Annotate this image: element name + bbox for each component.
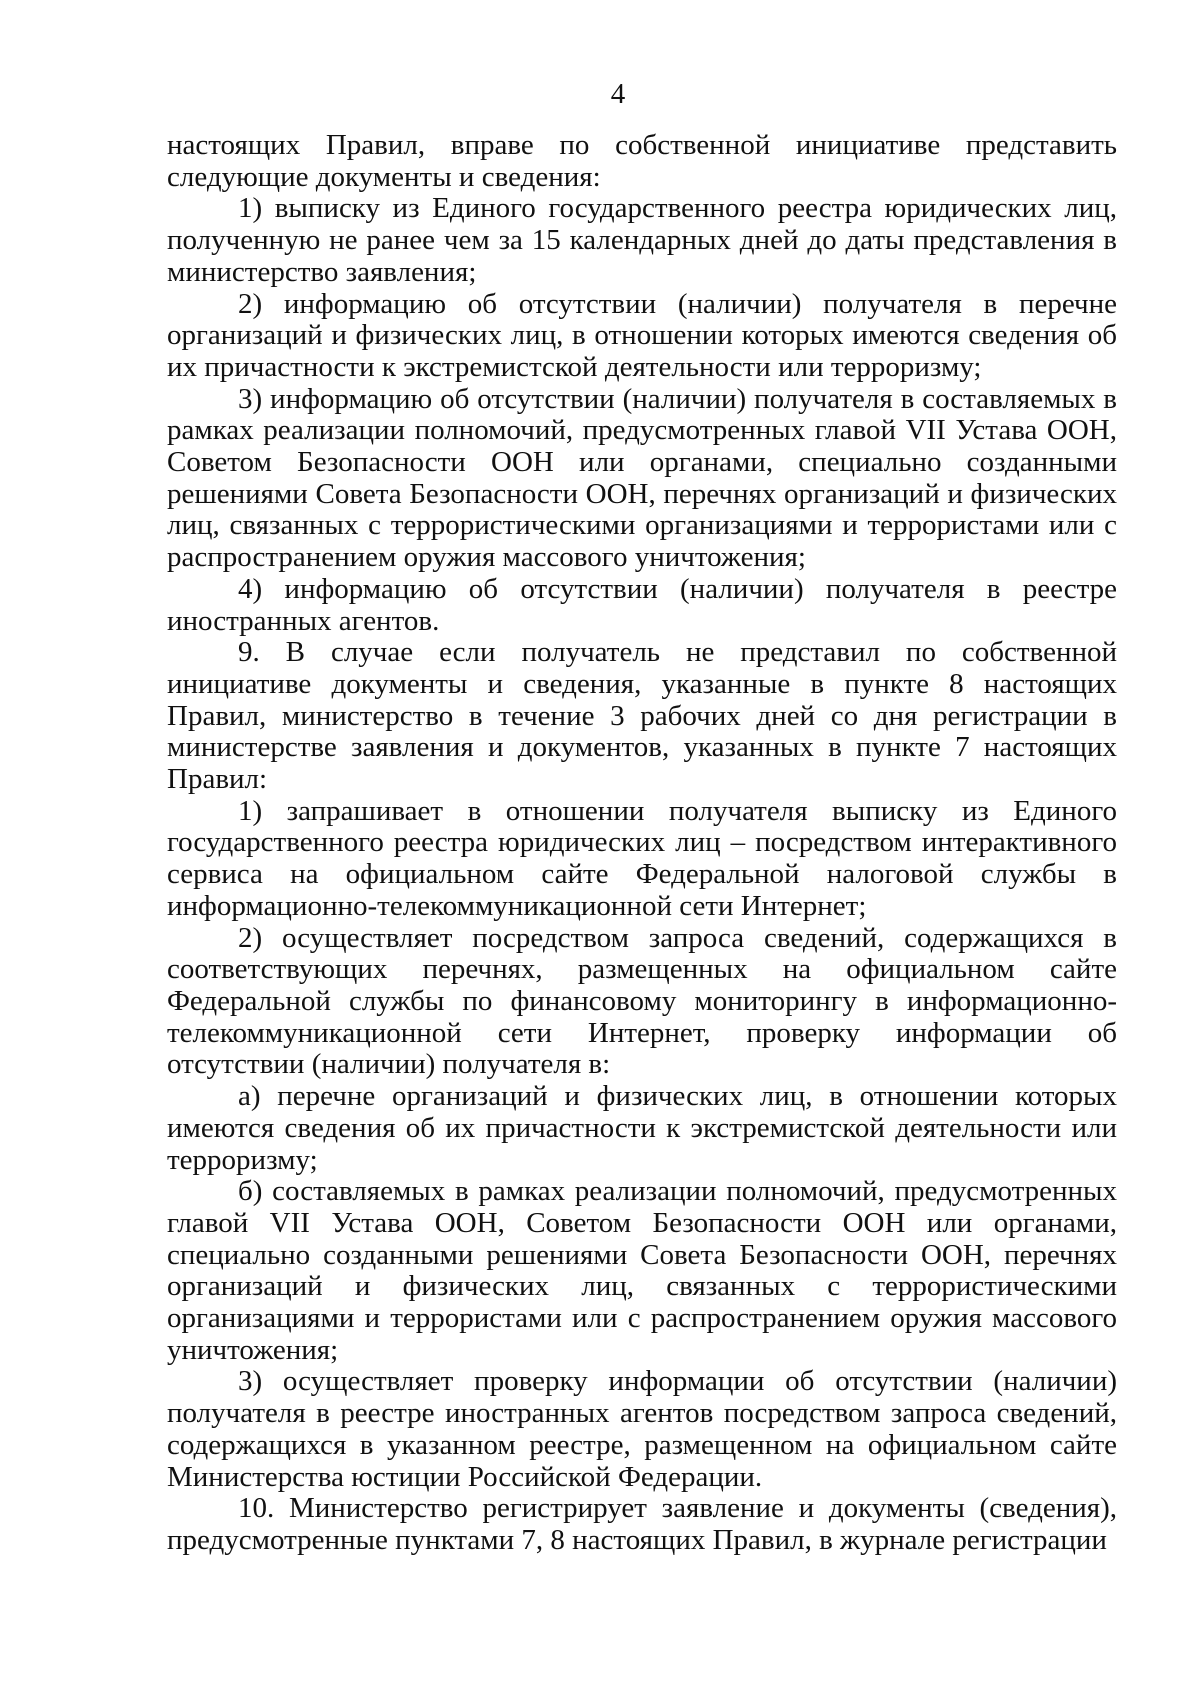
paragraph-item-9-1: 1) запрашивает в отношении получателя выписку из Единого государственного реестра юридических лиц – посредством интерактивного сервиса на официальном сайте Федеральной налоговой службы в информационно-телекоммуникационной сети Интернет; bbox=[167, 794, 1117, 922]
paragraph-item-9-3: 3) осуществляет проверку информации об отсутствии (наличии) получателя в реестре иностранных агентов посредством запроса сведений, содержащихся в указанном реестре, размещенном на официальном сайте Министерства юстиции Российской Федерации. bbox=[167, 1365, 1117, 1493]
page-number: 4 bbox=[610, 78, 626, 110]
paragraph-item-8-1: 1) выписку из Единого государственного реестра юридических лиц, полученную не ранее чем за 15 календарных дней до даты представления в министерство заявления; bbox=[167, 192, 1117, 288]
paragraph-continuation: настоящих Правил, вправе по собственной инициативе представить следующие документы и сведения: bbox=[167, 129, 1117, 193]
paragraph-item-8-2: 2) информацию об отсутствии (наличии) получателя в перечне организаций и физических лиц, в отношении которых имеются сведения об их причастности к экстремистской деятельности или терроризму; bbox=[167, 287, 1117, 383]
paragraph-item-8-3: 3) информацию об отсутствии (наличии) получателя в составляемых в рамках реализации полномочий, предусмотренных главой VII Устава ООН, Советом Безопасности ООН или органами, специально созданными решениями Совета Безопасности ООН, перечнях организаций и физических лиц, связанных с террористическими организациями и террористами или с распространением оружия массового уничтожения; bbox=[167, 382, 1117, 574]
paragraph-item-8-4: 4) информацию об отсутствии (наличии) получателя в реестре иностранных агентов. bbox=[167, 572, 1117, 637]
document-body bbox=[167, 130, 1117, 1557]
paragraph-item-9-2: 2) осуществляет посредством запроса сведений, содержащихся в соответствующих перечнях, размещенных на официальном сайте Федеральной службы по финансовому мониторингу в информационно-телекоммуникационной сети Интернет, проверку информации об отсутствии (наличии) получателя в: bbox=[167, 921, 1117, 1081]
paragraph-subitem-9-2-a: а) перечне организаций и физических лиц, в отношении которых имеются сведения об их причастности к экстремистской деятельности или терроризму; bbox=[167, 1080, 1117, 1176]
paragraph-subitem-9-2-b: б) составляемых в рамках реализации полномочий, предусмотренных главой VII Устава ООН, Советом Безопасности ООН или органами, специально созданными решениями Совета Безопасности ООН, перечнях организаций и физических лиц, связанных с террористическими организациями и террористами или с распространением оружия массового уничтожения; bbox=[167, 1175, 1117, 1366]
paragraph-clause-9: 9. В случае если получатель не представил по собственной инициативе документы и сведения, указанные в пункте 8 настоящих Правил, министерство в течение 3 рабочих дней со дня регистрации в министерстве заявления и документов, указанных в пункте 7 настоящих Правил: bbox=[167, 636, 1117, 796]
paragraph-clause-10: 10. Министерство регистрирует заявление и документы (сведения), предусмотренные пунктами 7, 8 настоящих Правил, в журнале регистрации bbox=[167, 1492, 1117, 1556]
